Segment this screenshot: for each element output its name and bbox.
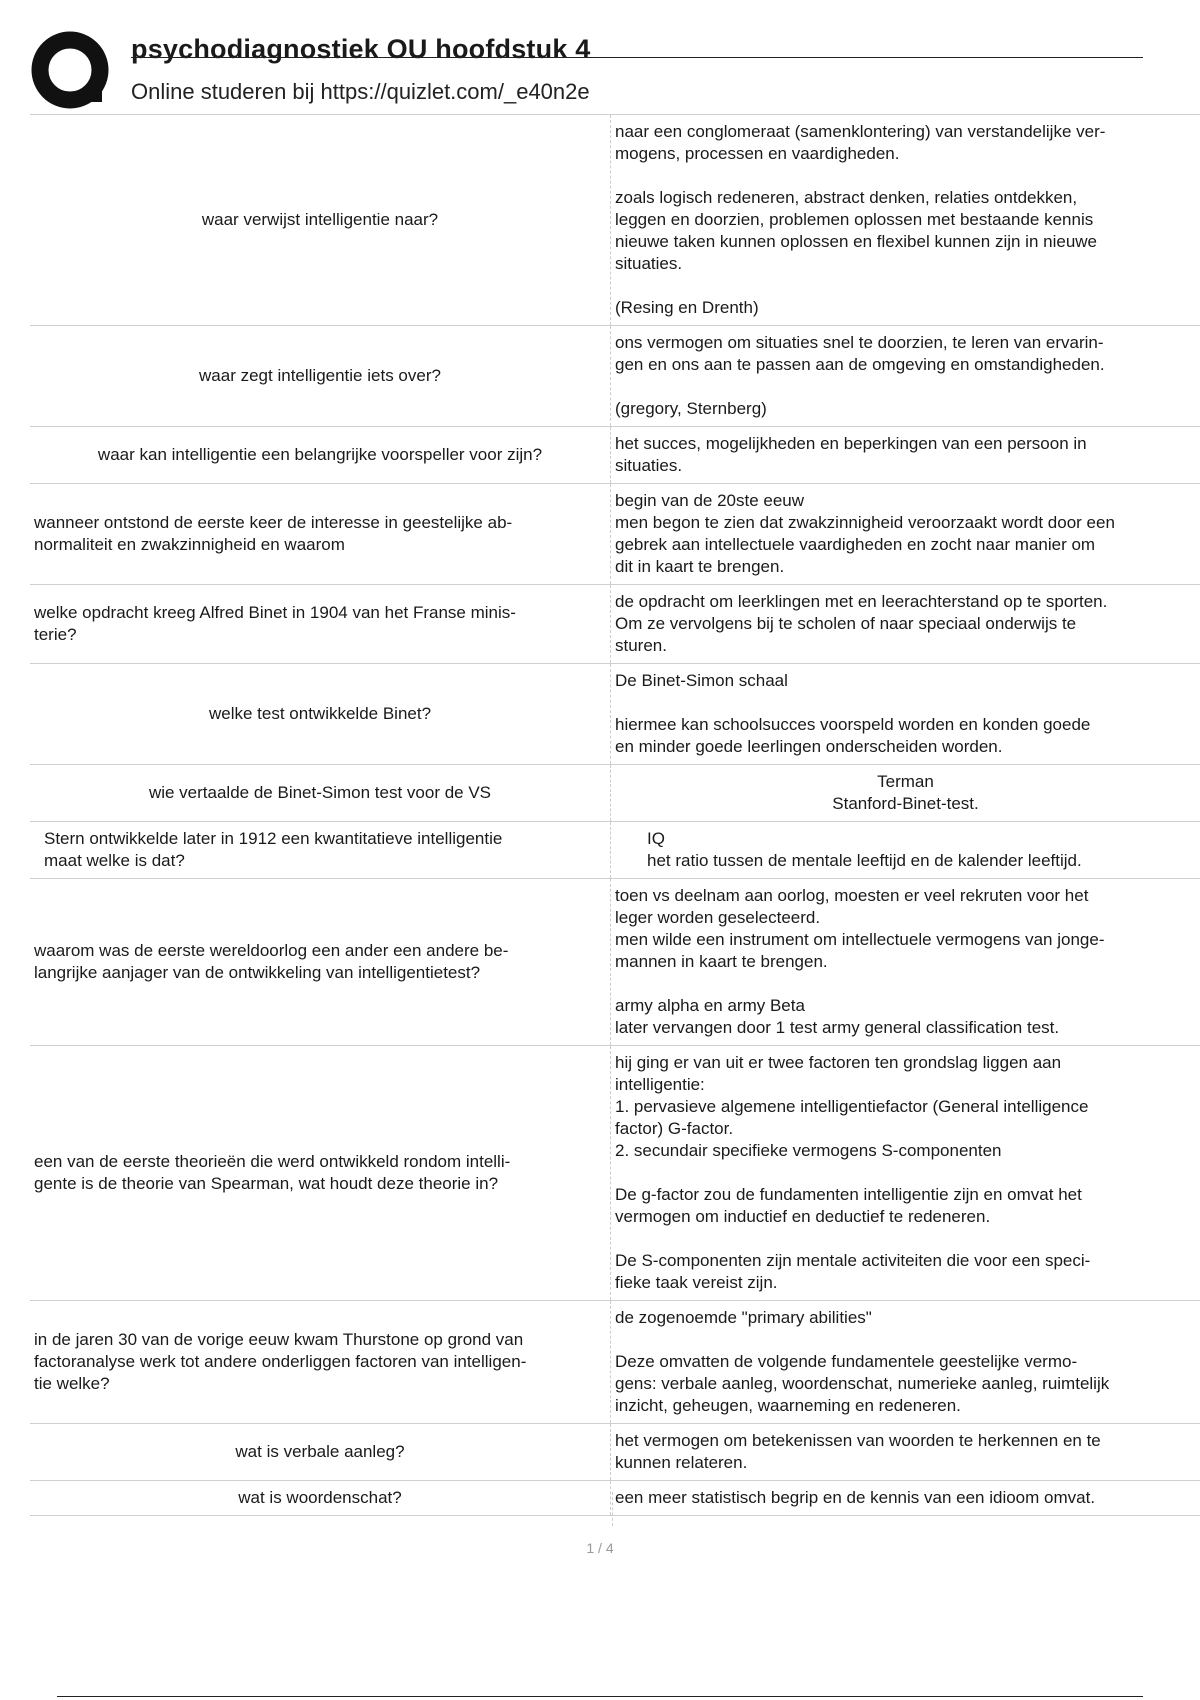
card-row	[30, 484, 1200, 585]
card-row	[30, 879, 1200, 1046]
card-definition: een meer statistisch begrip en de kennis van een idioom omvat.	[611, 1481, 1200, 1516]
document-title: psychodiagnostiek OU hoofdstuk 4	[131, 34, 591, 64]
card-row	[30, 664, 1200, 765]
card-row	[30, 1046, 1200, 1301]
card-term: in de jaren 30 van de vorige eeuw kwam Thurstone op grond van factoranalyse werk tot andere onderliggen factoren van intelligen- tie welke?	[30, 1301, 611, 1424]
card-definition: naar een conglomeraat (samenklontering) van verstandelijke ver- mogens, processen en vaardigheden. zoals logisch redeneren, abstract denken, relaties ontdekken, leggen en doorzien, problemen oplossen met bestaande kennis nieuwe taken kunnen oplossen en flexibel kunnen zijn in nieuwe situaties. (Resing en Drenth)	[611, 115, 1200, 326]
quizlet-q-logo-icon	[30, 30, 112, 112]
card-term: wat is verbale aanleg?	[30, 1424, 611, 1481]
card-definition: De Binet-Simon schaal hiermee kan schoolsucces voorspeld worden en konden goede en minder goede leerlingen onderscheiden worden.	[611, 664, 1200, 765]
flashcard-table	[30, 114, 1200, 1516]
card-term: waarom was de eerste wereldoorlog een ander een andere be- langrijke aanjager van de ontwikkeling van intelligentietest?	[30, 879, 611, 1046]
card-definition: toen vs deelnam aan oorlog, moesten er veel rekruten voor het leger worden geselecteerd. men wilde een instrument om intellectuele vermogens van jonge- mannen in kaart te brengen. army alpha en army Beta later vervangen door 1 test army general classification test.	[611, 879, 1200, 1046]
card-term: welke opdracht kreeg Alfred Binet in 1904 van het Franse minis- terie?	[30, 585, 611, 664]
card-row	[30, 115, 1200, 326]
card-row	[30, 1424, 1200, 1481]
card-term: welke test ontwikkelde Binet?	[30, 664, 611, 765]
card-term: waar verwijst intelligentie naar?	[30, 115, 611, 326]
card-row	[30, 1301, 1200, 1424]
card-term: wat is woordenschat?	[30, 1481, 611, 1516]
card-definition: de opdracht om leerklingen met en leerachterstand op te sporten. Om ze vervolgens bij te scholen of naar speciaal onderwijs te sturen.	[611, 585, 1200, 664]
card-definition: IQ het ratio tussen de mentale leeftijd en de kalender leeftijd.	[611, 822, 1200, 879]
page-number: 1 / 4	[586, 1540, 614, 1556]
card-row	[30, 585, 1200, 664]
card-definition: de zogenoemde "primary abilities" Deze omvatten de volgende fundamentele geestelijke vermo- gens: verbale aanleg, woordenschat, numerieke aanleg, ruimtelijk inzicht, geheugen, waarneming en redeneren.	[611, 1301, 1200, 1424]
card-row	[30, 326, 1200, 427]
card-term: Stern ontwikkelde later in 1912 een kwantitatieve intelligentie maat welke is dat?	[30, 822, 611, 879]
footer-line	[57, 1696, 1143, 1697]
card-definition: het vermogen om betekenissen van woorden te herkennen en te kunnen relateren.	[611, 1424, 1200, 1481]
card-term: een van de eerste theorieën die werd ontwikkeld rondom intelli- gente is de theorie van Spearman, wat houdt deze theorie in?	[30, 1046, 611, 1301]
card-definition: Terman Stanford-Binet-test.	[611, 765, 1200, 822]
card-definition: begin van de 20ste eeuw men begon te zien dat zwakzinnigheid veroorzaakt wordt door een gebrek aan intellectuele vaardigheden en zocht naar manier om dit in kaart te brengen.	[611, 484, 1200, 585]
card-term: waar kan intelligentie een belangrijke voorspeller voor zijn?	[30, 427, 611, 484]
card-term: wie vertaalde de Binet-Simon test voor de VS	[30, 765, 611, 822]
card-definition: het succes, mogelijkheden en beperkingen van een persoon in situaties.	[611, 427, 1200, 484]
card-row	[30, 822, 1200, 879]
title-strike-line	[131, 57, 1143, 58]
document-subtitle: Online studeren bij https://quizlet.com/_e40n2e	[131, 79, 590, 104]
column-divider-tail	[612, 1492, 613, 1526]
card-definition: ons vermogen om situaties snel te doorzien, te leren van ervarin- gen en ons aan te passen aan de omgeving en omstandigheden. (gregory, Sternberg)	[611, 326, 1200, 427]
card-row	[30, 1481, 1200, 1516]
card-row	[30, 427, 1200, 484]
card-definition: hij ging er van uit er twee factoren ten grondslag liggen aan intelligentie: 1. pervasieve algemene intelligentiefactor (General intelligence factor) G-factor. 2. secundair specifieke vermogens S-componenten De g-factor zou de fundamenten intelligentie zijn en omvat het vermogen om inductief en deductief te redeneren. De S-componenten zijn mentale activiteiten die voor een speci- fieke taak vereist zijn.	[611, 1046, 1200, 1301]
card-row	[30, 765, 1200, 822]
card-term: wanneer ontstond de eerste keer de interesse in geestelijke ab- normaliteit en zwakzinnigheid en waarom	[30, 484, 611, 585]
card-term: waar zegt intelligentie iets over?	[30, 326, 611, 427]
